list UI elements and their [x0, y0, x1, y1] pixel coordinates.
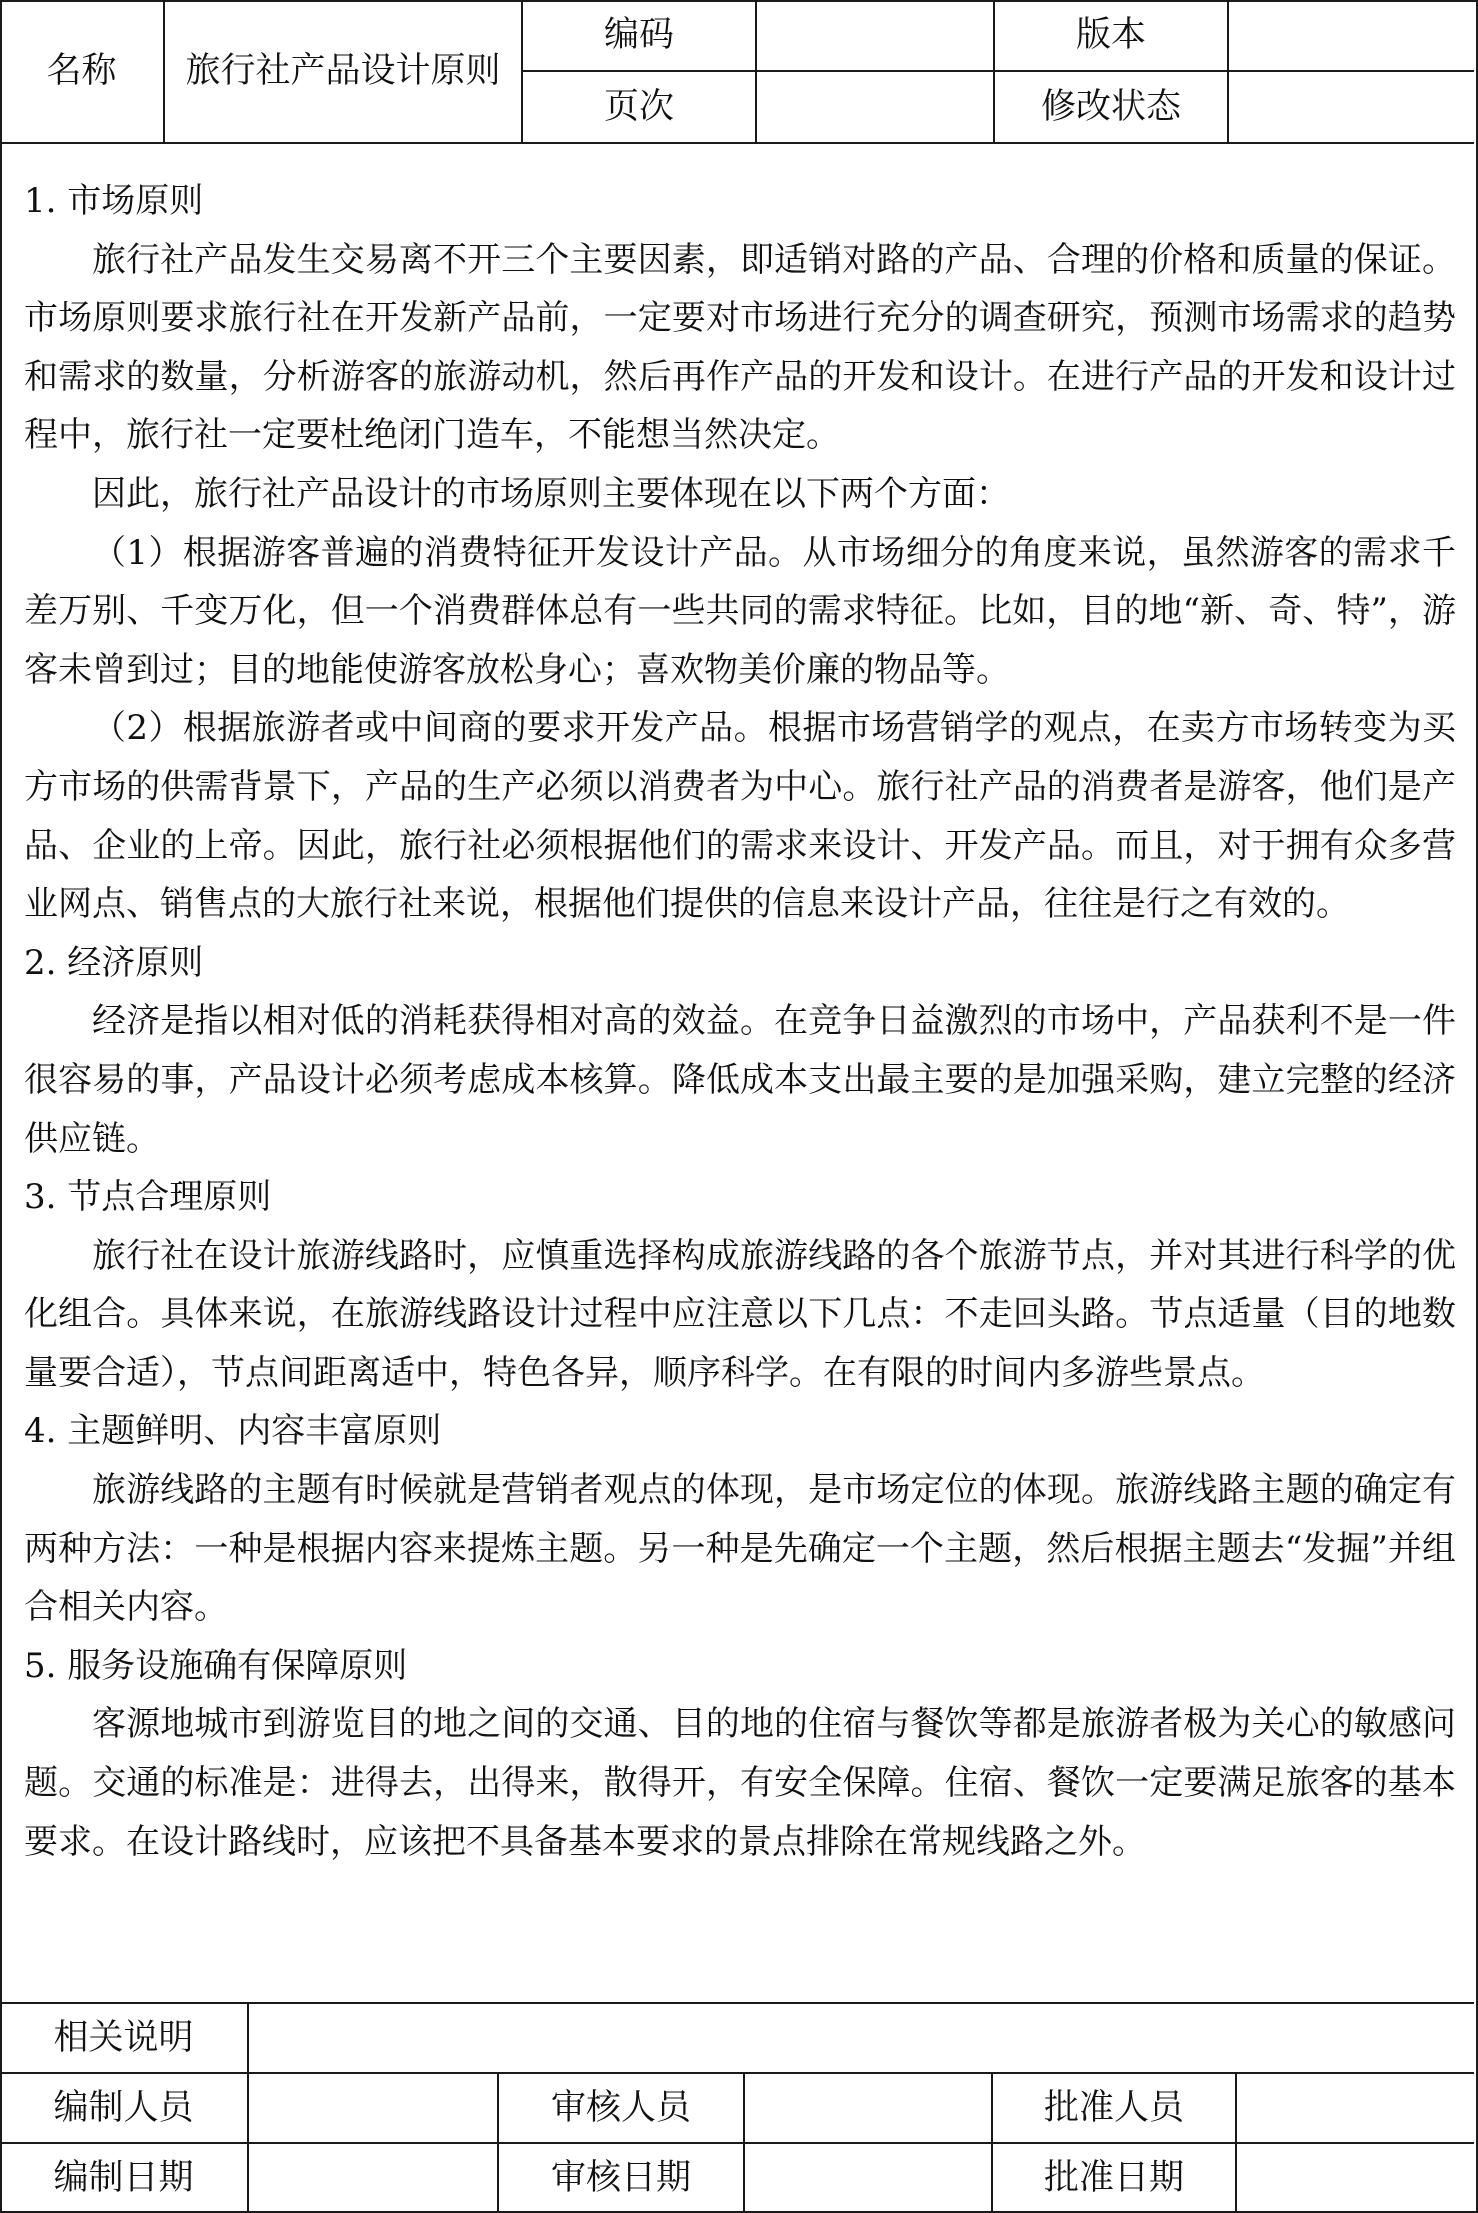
compile-date-value [248, 2143, 498, 2212]
section-5-heading: 5. 服务设施确有保障原则 [24, 1645, 408, 1686]
document-body [24, 172, 1456, 1871]
section-1-paragraph-2: 因此，旅行社产品设计的市场原则主要体现在以下两个方面： [92, 473, 1010, 514]
section-4-paragraph-1: 旅游线路的主题有时候就是营销者观点的体现，是市场定位的体现。旅游线路主题的确定有两种方法：一种是根据内容来提炼主题。另一种是先确定一个主题，然后根据主题去“发掘”并组合相关内容。 [24, 1470, 1456, 1628]
section-2-paragraph-1: 经济是指以相对低的消耗获得相对高的效益。在竞争日益激烈的市场中，产品获利不是一件很容易的事，产品设计必须考虑成本核算。降低成本支出最主要的是加强采购，建立完整的经济供应链。 [24, 1001, 1456, 1159]
header-table [0, 0, 1474, 144]
name-label: 名称 [0, 0, 164, 143]
section-3-paragraph-1: 旅行社在设计旅游线路时，应慎重选择构成旅游线路的各个旅游节点，并对其进行科学的优化组合。具体来说，在旅游线路设计过程中应注意以下几点：不走回头路。节点适量（目的地数量要合适），节点间距离适中，特色各异，顺序科学。在有限的时间内多游些景点。 [24, 1235, 1456, 1393]
version-label: 版本 [994, 0, 1228, 71]
footer-table [0, 2002, 1474, 2212]
compile-date-label: 编制日期 [0, 2143, 248, 2212]
approve-date-label: 批准日期 [992, 2143, 1236, 2212]
revision-label: 修改状态 [994, 71, 1228, 143]
page-label: 页次 [522, 71, 756, 143]
approve-date-value [1236, 2143, 1474, 2212]
page-value [756, 71, 994, 143]
section-1-paragraph-3: （1）根据游客普遍的消费特征开发设计产品。从市场细分的角度来说，虽然游客的需求千差万别、千变万化，但一个消费群体总有一些共同的需求特征。比如，目的地“新、奇、特”，游客未曾到过；目的地能使游客放松身心；喜欢物美价廉的物品等。 [24, 532, 1456, 690]
review-date-value [744, 2143, 992, 2212]
approver-label: 批准人员 [992, 2073, 1236, 2143]
compiler-value [248, 2073, 498, 2143]
section-5-paragraph-1: 客源地城市到游览目的地之间的交通、目的地的住宿与餐饮等都是旅游者极为关心的敏感问题。交通的标准是：进得去，出得来，散得开，有安全保障。住宿、餐饮一定要满足旅客的基本要求。在设计路线时，应该把不具备基本要求的景点排除在常规线路之外。 [24, 1704, 1456, 1862]
approver-value [1236, 2073, 1474, 2143]
name-value: 旅行社产品设计原则 [164, 0, 522, 143]
section-2-heading: 2. 经济原则 [24, 942, 204, 983]
code-value [756, 0, 994, 71]
review-date-label: 审核日期 [498, 2143, 744, 2212]
reviewer-value [744, 2073, 992, 2143]
section-1-heading: 1. 市场原则 [24, 181, 204, 221]
notes-value [248, 2003, 1474, 2073]
section-1-paragraph-1: 旅行社产品发生交易离不开三个主要因素，即适销对路的产品、合理的价格和质量的保证。市场原则要求旅行社在开发新产品前，一定要对市场进行充分的调查研究，预测市场需求的趋势和需求的数量，分析游客的旅游动机，然后再作产品的开发和设计。在进行产品的开发和设计过程中，旅行社一定要杜绝闭门造车，不能想当然决定。 [24, 239, 1456, 456]
code-label: 编码 [522, 0, 756, 71]
reviewer-label: 审核人员 [498, 2073, 744, 2143]
section-4-heading: 4. 主题鲜明、内容丰富原则 [24, 1411, 442, 1452]
notes-label: 相关说明 [0, 2003, 248, 2073]
version-value [1228, 0, 1474, 71]
compiler-label: 编制人员 [0, 2073, 248, 2143]
section-3-heading: 3. 节点合理原则 [24, 1177, 272, 1218]
section-1-paragraph-4: （2）根据旅游者或中间商的要求开发产品。根据市场营销学的观点，在卖方市场转变为买方市场的供需背景下，产品的生产必须以消费者为中心。旅行社产品的消费者是游客，他们是产品、企业的上帝。因此，旅行社必须根据他们的需求来设计、开发产品。而且，对于拥有众多营业网点、销售点的大旅行社来说，根据他们提供的信息来设计产品，往往是行之有效的。 [24, 708, 1456, 925]
revision-value [1228, 71, 1474, 143]
